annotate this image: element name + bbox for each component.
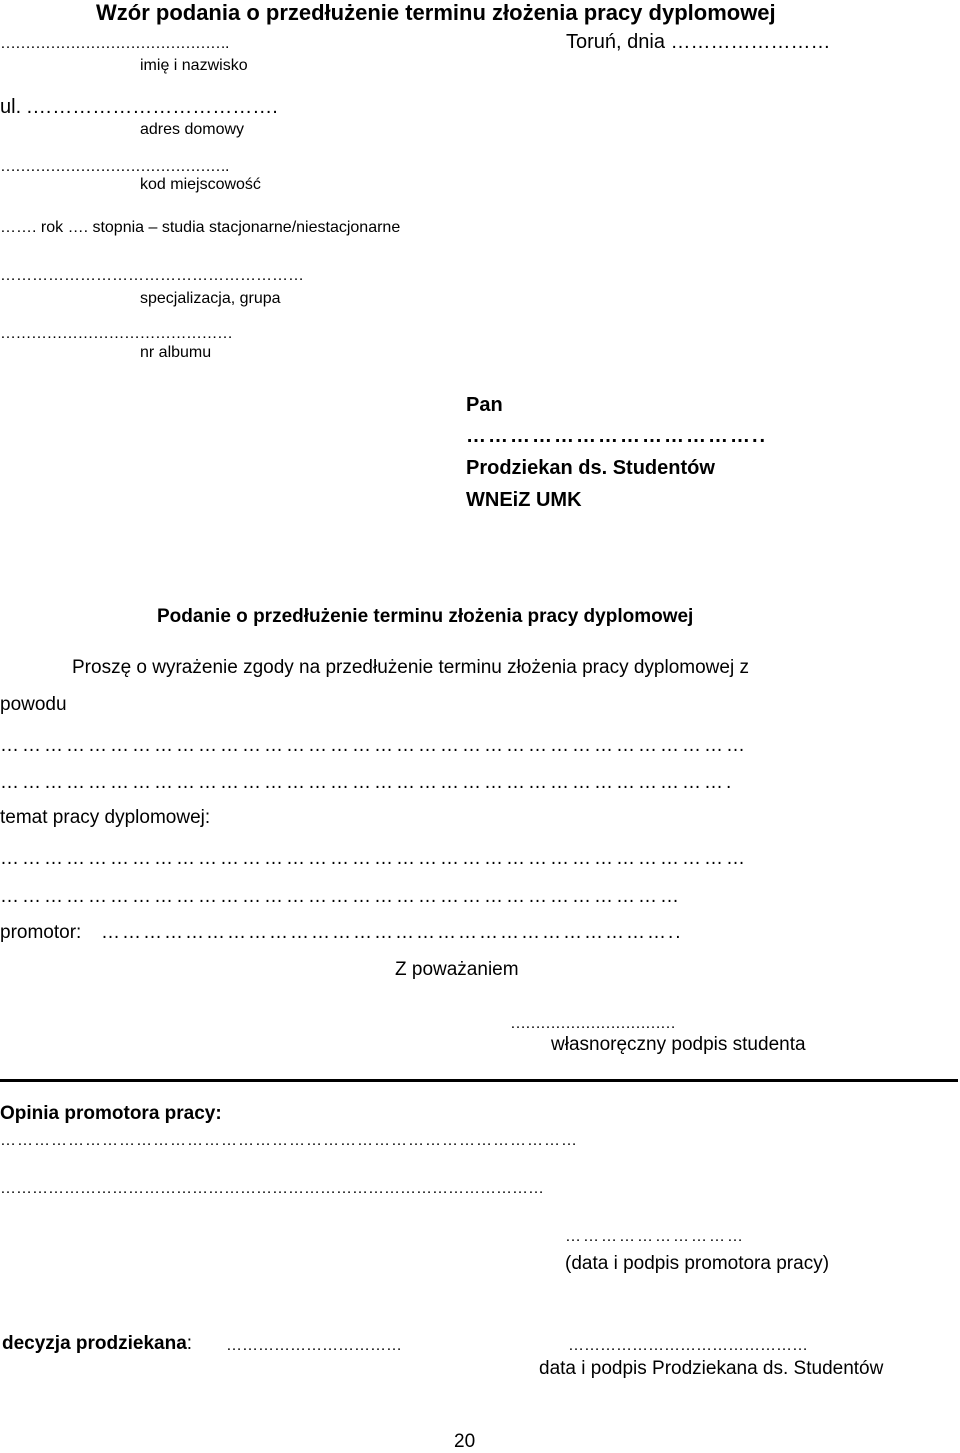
student-signature-label: własnoręczny podpis studenta: [551, 1034, 806, 1055]
album-label: nr albumu: [140, 344, 212, 361]
city-dots: ……………………………………….: [0, 158, 229, 175]
section-divider: [0, 1079, 958, 1082]
reason-dots-2: ……………………………………………………………………………………….: [0, 772, 735, 793]
promotor-label: promotor:: [0, 922, 82, 943]
opinion-dots-1: …………………………………………………………………………………………: [0, 1132, 578, 1149]
opinion-dots-2: …………………………………………………………………………………………: [0, 1180, 544, 1197]
recipient-line-3: Prodziekan ds. Studentów: [466, 457, 715, 479]
topic-label: temat pracy dyplomowej:: [0, 807, 211, 828]
year-study-line: ……. rok …. stopnia – studia stacjonarne/niestacjonarne: [0, 219, 401, 236]
promotor-signature-dots: …………………………: [565, 1228, 745, 1245]
application-subject: Podanie o przedłużenie terminu złożenia pracy dyplomowej: [157, 606, 694, 627]
topic-dots-2: …………………………………………………………………………………: [0, 886, 682, 907]
closing-phrase: Z poważaniem: [395, 959, 519, 980]
body-paragraph-continued: powodu: [0, 694, 67, 715]
street-line: ul. .……………………………….: [0, 96, 278, 118]
recipient-line-4: WNEiZ UMK: [466, 489, 582, 511]
name-dots: ……………………………………….: [0, 35, 229, 52]
student-signature-dots: ……………………………: [510, 1015, 675, 1032]
decision-label: decyzja prodziekana: [2, 1333, 187, 1354]
place-date: Toruń, dnia ……………………: [566, 31, 831, 53]
recipient-line-2: …………………………………..: [466, 425, 768, 447]
opinion-heading: Opinia promotora pracy:: [0, 1103, 222, 1124]
decision-colon: :: [186, 1333, 193, 1354]
specialization-label: specjalizacja, grupa: [140, 290, 281, 307]
name-label: imię i nazwisko: [140, 57, 248, 74]
promotor-signature-label: (data i podpis promotora pracy): [565, 1253, 830, 1274]
city-label: kod miejscowość: [140, 176, 261, 193]
specialization-dots: …………………………………………………: [0, 267, 304, 284]
document-title: Wzór podania o przedłużenie terminu złożenia pracy dyplomowej: [96, 0, 776, 25]
dean-signature-label: data i podpis Prodziekana ds. Studentów: [539, 1358, 884, 1379]
recipient-line-1: Pan: [466, 394, 503, 416]
body-paragraph: Proszę o wyrażenie zgody na przedłużenie terminu złożenia pracy dyplomowej z: [72, 657, 749, 678]
decision-line: [2, 1333, 192, 1355]
dean-signature-dots: ………………………………………: [568, 1337, 808, 1354]
promotor-dots: ………………………………………………………………………..: [101, 922, 683, 943]
reason-dots-1: …………………………………………………………………………………………: [0, 735, 748, 756]
street-label: adres domowy: [140, 121, 245, 138]
decision-dots: ……………………………: [226, 1337, 402, 1354]
topic-dots-1: …………………………………………………………………………………………: [0, 848, 748, 869]
album-dots: ………………………………………: [0, 325, 233, 342]
page-number: 20: [454, 1431, 476, 1452]
